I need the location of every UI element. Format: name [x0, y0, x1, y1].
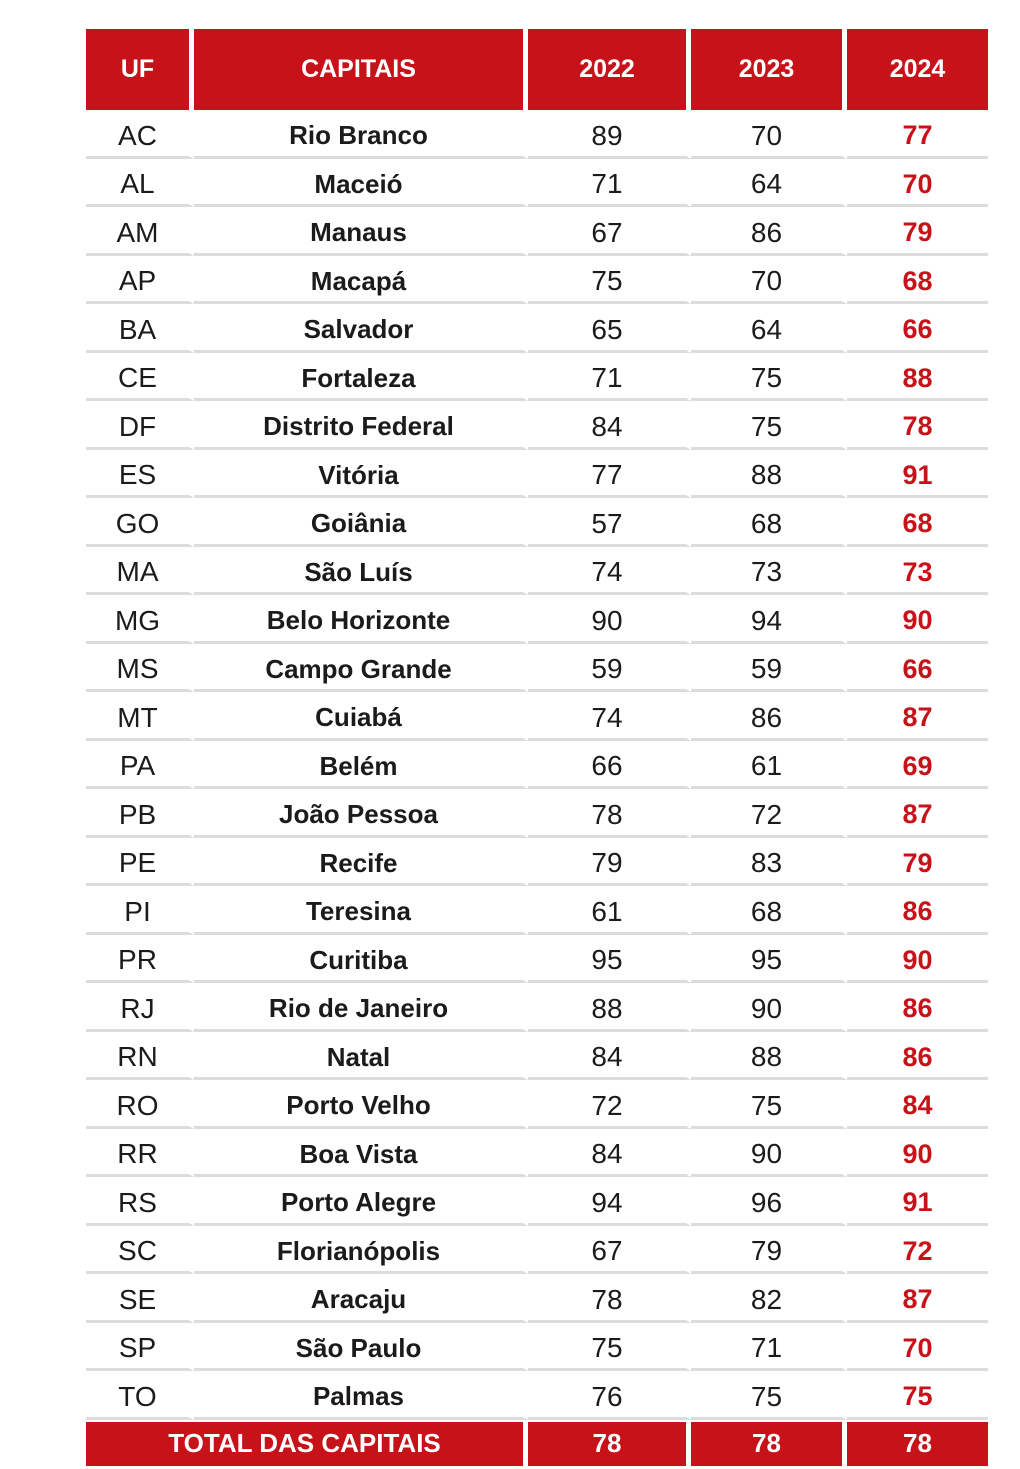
cell-2023: 96	[691, 1177, 847, 1226]
cell-uf: CE	[86, 353, 194, 402]
cell-2023: 95	[691, 935, 847, 984]
cell-2024: 91	[847, 1177, 988, 1226]
cell-capital: Goiânia	[194, 498, 528, 547]
cell-2023: 88	[691, 450, 847, 499]
table-row	[86, 1226, 988, 1275]
table-row	[86, 1129, 988, 1178]
cell-capital: Belo Horizonte	[194, 595, 528, 644]
table-row	[86, 741, 988, 790]
table-body	[86, 110, 988, 1420]
cell-2022: 72	[528, 1080, 691, 1129]
cell-capital: João Pessoa	[194, 789, 528, 838]
cell-2024: 69	[847, 741, 988, 790]
table-row	[86, 692, 988, 741]
table-row	[86, 838, 988, 887]
cell-2024: 90	[847, 595, 988, 644]
total-2023: 78	[691, 1422, 847, 1466]
cell-2023: 82	[691, 1274, 847, 1323]
header-2024: 2024	[889, 55, 946, 83]
table-row	[86, 1080, 988, 1129]
cell-uf: PI	[86, 886, 194, 935]
cell-capital: Rio de Janeiro	[194, 983, 528, 1032]
total-row	[86, 1422, 988, 1466]
cell-2023: 68	[691, 498, 847, 547]
cell-2024: 78	[847, 401, 988, 450]
cell-uf: MS	[86, 644, 194, 693]
table-row	[86, 304, 988, 353]
cell-2024: 73	[847, 547, 988, 596]
cell-2022: 66	[528, 741, 691, 790]
cell-2022: 57	[528, 498, 691, 547]
cell-2024: 79	[847, 207, 988, 256]
cell-capital: Curitiba	[194, 935, 528, 984]
cell-capital: Cuiabá	[194, 692, 528, 741]
cell-2022: 65	[528, 304, 691, 353]
cell-2023: 64	[691, 159, 847, 208]
cell-2022: 84	[528, 1032, 691, 1081]
cell-2022: 84	[528, 1129, 691, 1178]
cell-uf: DF	[86, 401, 194, 450]
cell-2022: 74	[528, 692, 691, 741]
cell-2024: 68	[847, 256, 988, 305]
cell-2022: 76	[528, 1371, 691, 1420]
cell-2023: 75	[691, 353, 847, 402]
cell-uf: RR	[86, 1129, 194, 1178]
cell-2023: 86	[691, 692, 847, 741]
cell-capital: Recife	[194, 838, 528, 887]
cell-capital: Porto Alegre	[194, 1177, 528, 1226]
cell-2024: 77	[847, 110, 988, 159]
cell-2024: 90	[847, 935, 988, 984]
cell-2022: 59	[528, 644, 691, 693]
cell-2022: 61	[528, 886, 691, 935]
cell-uf: AC	[86, 110, 194, 159]
table-row	[86, 1371, 988, 1420]
cell-capital: São Paulo	[194, 1323, 528, 1372]
cell-2024: 70	[847, 159, 988, 208]
table-row	[86, 401, 988, 450]
cell-uf: RO	[86, 1080, 194, 1129]
cell-2023: 72	[691, 789, 847, 838]
cell-2024: 70	[847, 1323, 988, 1372]
cell-2023: 75	[691, 1080, 847, 1129]
cell-uf: AL	[86, 159, 194, 208]
header-2023: 2023	[691, 29, 847, 110]
table-row	[86, 983, 988, 1032]
cell-2023: 61	[691, 741, 847, 790]
table-row	[86, 886, 988, 935]
table-row	[86, 256, 988, 305]
cell-2024: 87	[847, 692, 988, 741]
cell-2023: 83	[691, 838, 847, 887]
table-row	[86, 159, 988, 208]
table-row	[86, 547, 988, 596]
cell-2022: 75	[528, 256, 691, 305]
table-row	[86, 1323, 988, 1372]
cell-capital: Fortaleza	[194, 353, 528, 402]
cell-capital: Manaus	[194, 207, 528, 256]
table-row	[86, 935, 988, 984]
cell-capital: Belém	[194, 741, 528, 790]
cell-uf: RS	[86, 1177, 194, 1226]
cell-2023: 70	[691, 110, 847, 159]
header-2022: 2022	[528, 29, 691, 110]
total-2022: 78	[528, 1422, 691, 1466]
cell-2023: 75	[691, 401, 847, 450]
cell-uf: BA	[86, 304, 194, 353]
cell-2023: 90	[691, 983, 847, 1032]
cell-2024: 86	[847, 983, 988, 1032]
cell-2023: 90	[691, 1129, 847, 1178]
cell-2024: 68	[847, 498, 988, 547]
cell-2022: 95	[528, 935, 691, 984]
cell-uf: ES	[86, 450, 194, 499]
cell-capital: Porto Velho	[194, 1080, 528, 1129]
cell-uf: MA	[86, 547, 194, 596]
cell-capital: Palmas	[194, 1371, 528, 1420]
cell-uf: PB	[86, 789, 194, 838]
cell-capital: Aracaju	[194, 1274, 528, 1323]
table-row	[86, 353, 988, 402]
cell-capital: Vitória	[194, 450, 528, 499]
cell-2024: 66	[847, 644, 988, 693]
cell-capital: Rio Branco	[194, 110, 528, 159]
cell-2023: 68	[691, 886, 847, 935]
cell-2024: 91	[847, 450, 988, 499]
cell-2022: 67	[528, 1226, 691, 1275]
cell-2022: 84	[528, 401, 691, 450]
cell-capital: Macapá	[194, 256, 528, 305]
cell-capital: Teresina	[194, 886, 528, 935]
cell-uf: MT	[86, 692, 194, 741]
cell-capital: Maceió	[194, 159, 528, 208]
table-row	[86, 207, 988, 256]
table-row	[86, 595, 988, 644]
cell-2024: 79	[847, 838, 988, 887]
cell-2024: 86	[847, 886, 988, 935]
table-row	[86, 1032, 988, 1081]
cell-2022: 78	[528, 789, 691, 838]
cell-2024: 86	[847, 1032, 988, 1081]
cell-2022: 71	[528, 353, 691, 402]
table-row	[86, 644, 988, 693]
total-2024: 78	[847, 1422, 988, 1466]
cell-capital: Natal	[194, 1032, 528, 1081]
cell-2023: 70	[691, 256, 847, 305]
cell-capital: Florianópolis	[194, 1226, 528, 1275]
cell-uf: PE	[86, 838, 194, 887]
cell-2023: 79	[691, 1226, 847, 1275]
cell-uf: SE	[86, 1274, 194, 1323]
cell-2022: 90	[528, 595, 691, 644]
table-row	[86, 1177, 988, 1226]
table-row	[86, 450, 988, 499]
table-row	[86, 1274, 988, 1323]
cell-capital: Campo Grande	[194, 644, 528, 693]
table-row	[86, 498, 988, 547]
cell-capital: Boa Vista	[194, 1129, 528, 1178]
cell-2023: 88	[691, 1032, 847, 1081]
cell-2024: 84	[847, 1080, 988, 1129]
cell-2022: 75	[528, 1323, 691, 1372]
capitals-table	[86, 29, 988, 1466]
header-capitais: CAPITAIS	[194, 29, 528, 110]
table-header-row	[86, 29, 988, 110]
cell-uf: SP	[86, 1323, 194, 1372]
cell-uf: SC	[86, 1226, 194, 1275]
cell-2024: 87	[847, 789, 988, 838]
cell-2024: 66	[847, 304, 988, 353]
cell-2023: 59	[691, 644, 847, 693]
cell-uf: MG	[86, 595, 194, 644]
cell-2023: 64	[691, 304, 847, 353]
cell-2022: 77	[528, 450, 691, 499]
cell-uf: TO	[86, 1371, 194, 1420]
cell-2022: 88	[528, 983, 691, 1032]
header-uf: UF	[86, 29, 194, 110]
cell-uf: RN	[86, 1032, 194, 1081]
cell-capital: Salvador	[194, 304, 528, 353]
cell-uf: GO	[86, 498, 194, 547]
cell-uf: PA	[86, 741, 194, 790]
cell-capital: São Luís	[194, 547, 528, 596]
cell-2023: 73	[691, 547, 847, 596]
cell-uf: RJ	[86, 983, 194, 1032]
cell-2022: 94	[528, 1177, 691, 1226]
cell-2022: 67	[528, 207, 691, 256]
cell-uf: PR	[86, 935, 194, 984]
cell-2024: 87	[847, 1274, 988, 1323]
cell-uf: AM	[86, 207, 194, 256]
cell-2022: 78	[528, 1274, 691, 1323]
cell-2023: 86	[691, 207, 847, 256]
cell-2024: 72	[847, 1226, 988, 1275]
cell-2024: 88	[847, 353, 988, 402]
table-row	[86, 789, 988, 838]
cell-2022: 89	[528, 110, 691, 159]
cell-2022: 79	[528, 838, 691, 887]
cell-2023: 75	[691, 1371, 847, 1420]
table-row	[86, 110, 988, 159]
cell-2022: 71	[528, 159, 691, 208]
cell-2024: 75	[847, 1371, 988, 1420]
cell-2023: 94	[691, 595, 847, 644]
cell-2024: 90	[847, 1129, 988, 1178]
cell-uf: AP	[86, 256, 194, 305]
cell-2022: 74	[528, 547, 691, 596]
cell-capital: Distrito Federal	[194, 401, 528, 450]
cell-2023: 71	[691, 1323, 847, 1372]
total-label: TOTAL DAS CAPITAIS	[86, 1422, 528, 1466]
